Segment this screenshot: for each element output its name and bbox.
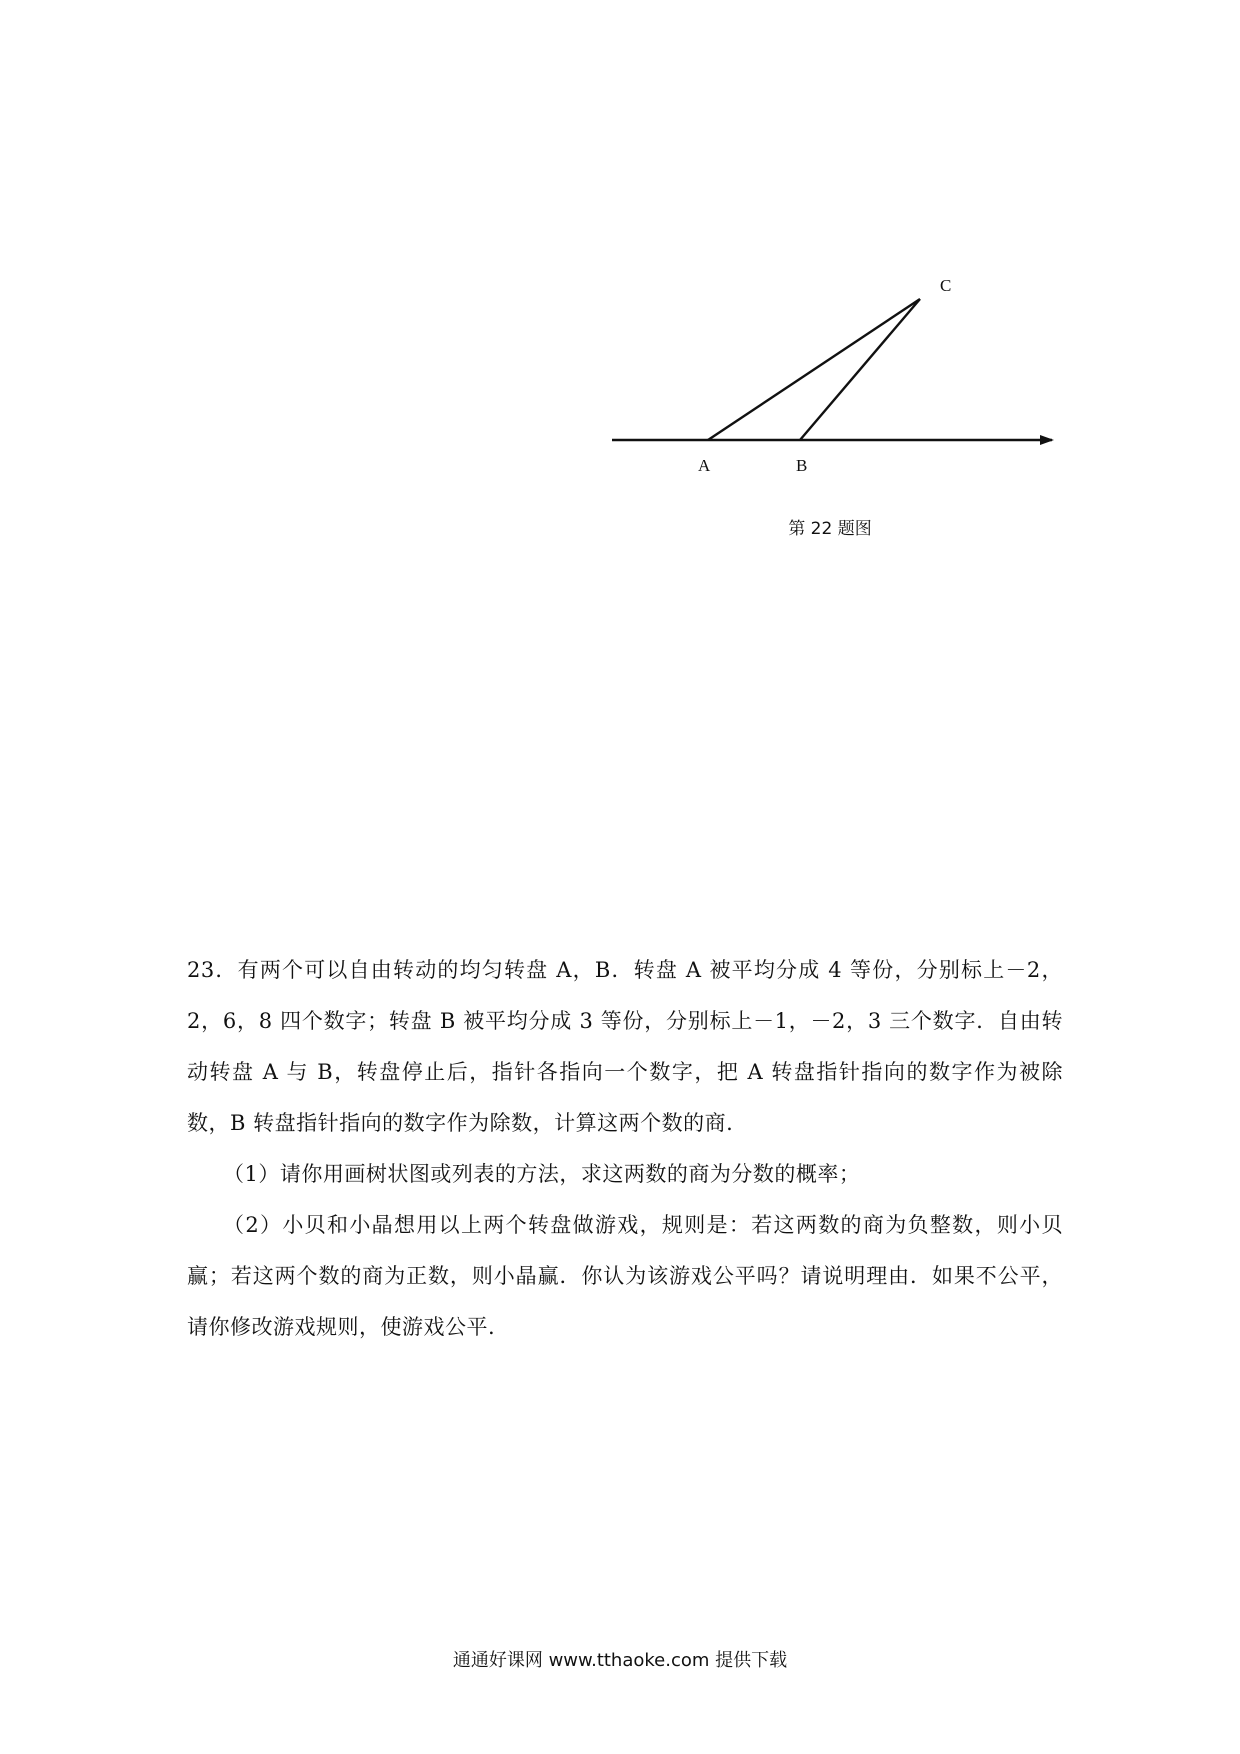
- segment-ac: [708, 299, 920, 440]
- point-label-a: A: [698, 456, 711, 475]
- footer-watermark: 通通好课网 www.tthaoke.com 提供下载: [452, 1650, 788, 1671]
- problem-stem: 23．有两个可以自由转动的均匀转盘 A，B．转盘 A 被平均分成 4 等份，分别标上－2，2，6，8 四个数字；转盘 B 被平均分成 3 等份，分别标上－1，－2，3 三个数字．自由转动转盘 A 与 B，转盘停止后，指针各指向一个数字，把 A 转盘指针指向的数字作为被除数，B 转盘指针指向的数字作为除数，计算这两个数的商.: [187, 958, 1063, 1135]
- triangle-diagram: [600, 260, 1080, 500]
- problem-part-2: （2）小贝和小晶想用以上两个转盘做游戏，规则是：若这两数的商为负整数，则小贝赢；若这两个数的商为正数，则小晶赢．你认为该游戏公平吗？请说明理由．如果不公平，请你修改游戏规则，使游戏公平.: [187, 1213, 1063, 1339]
- point-label-b: B: [796, 456, 808, 475]
- segment-bc: [800, 299, 920, 440]
- figure-caption: 第 22 题图: [788, 519, 872, 539]
- geometry-figure-22: [600, 260, 1080, 500]
- problem-part-1: （1）请你用画树状图或列表的方法，求这两数的商为分数的概率；: [223, 1162, 861, 1186]
- problem-23: [187, 945, 1063, 1353]
- point-label-c: C: [940, 276, 952, 295]
